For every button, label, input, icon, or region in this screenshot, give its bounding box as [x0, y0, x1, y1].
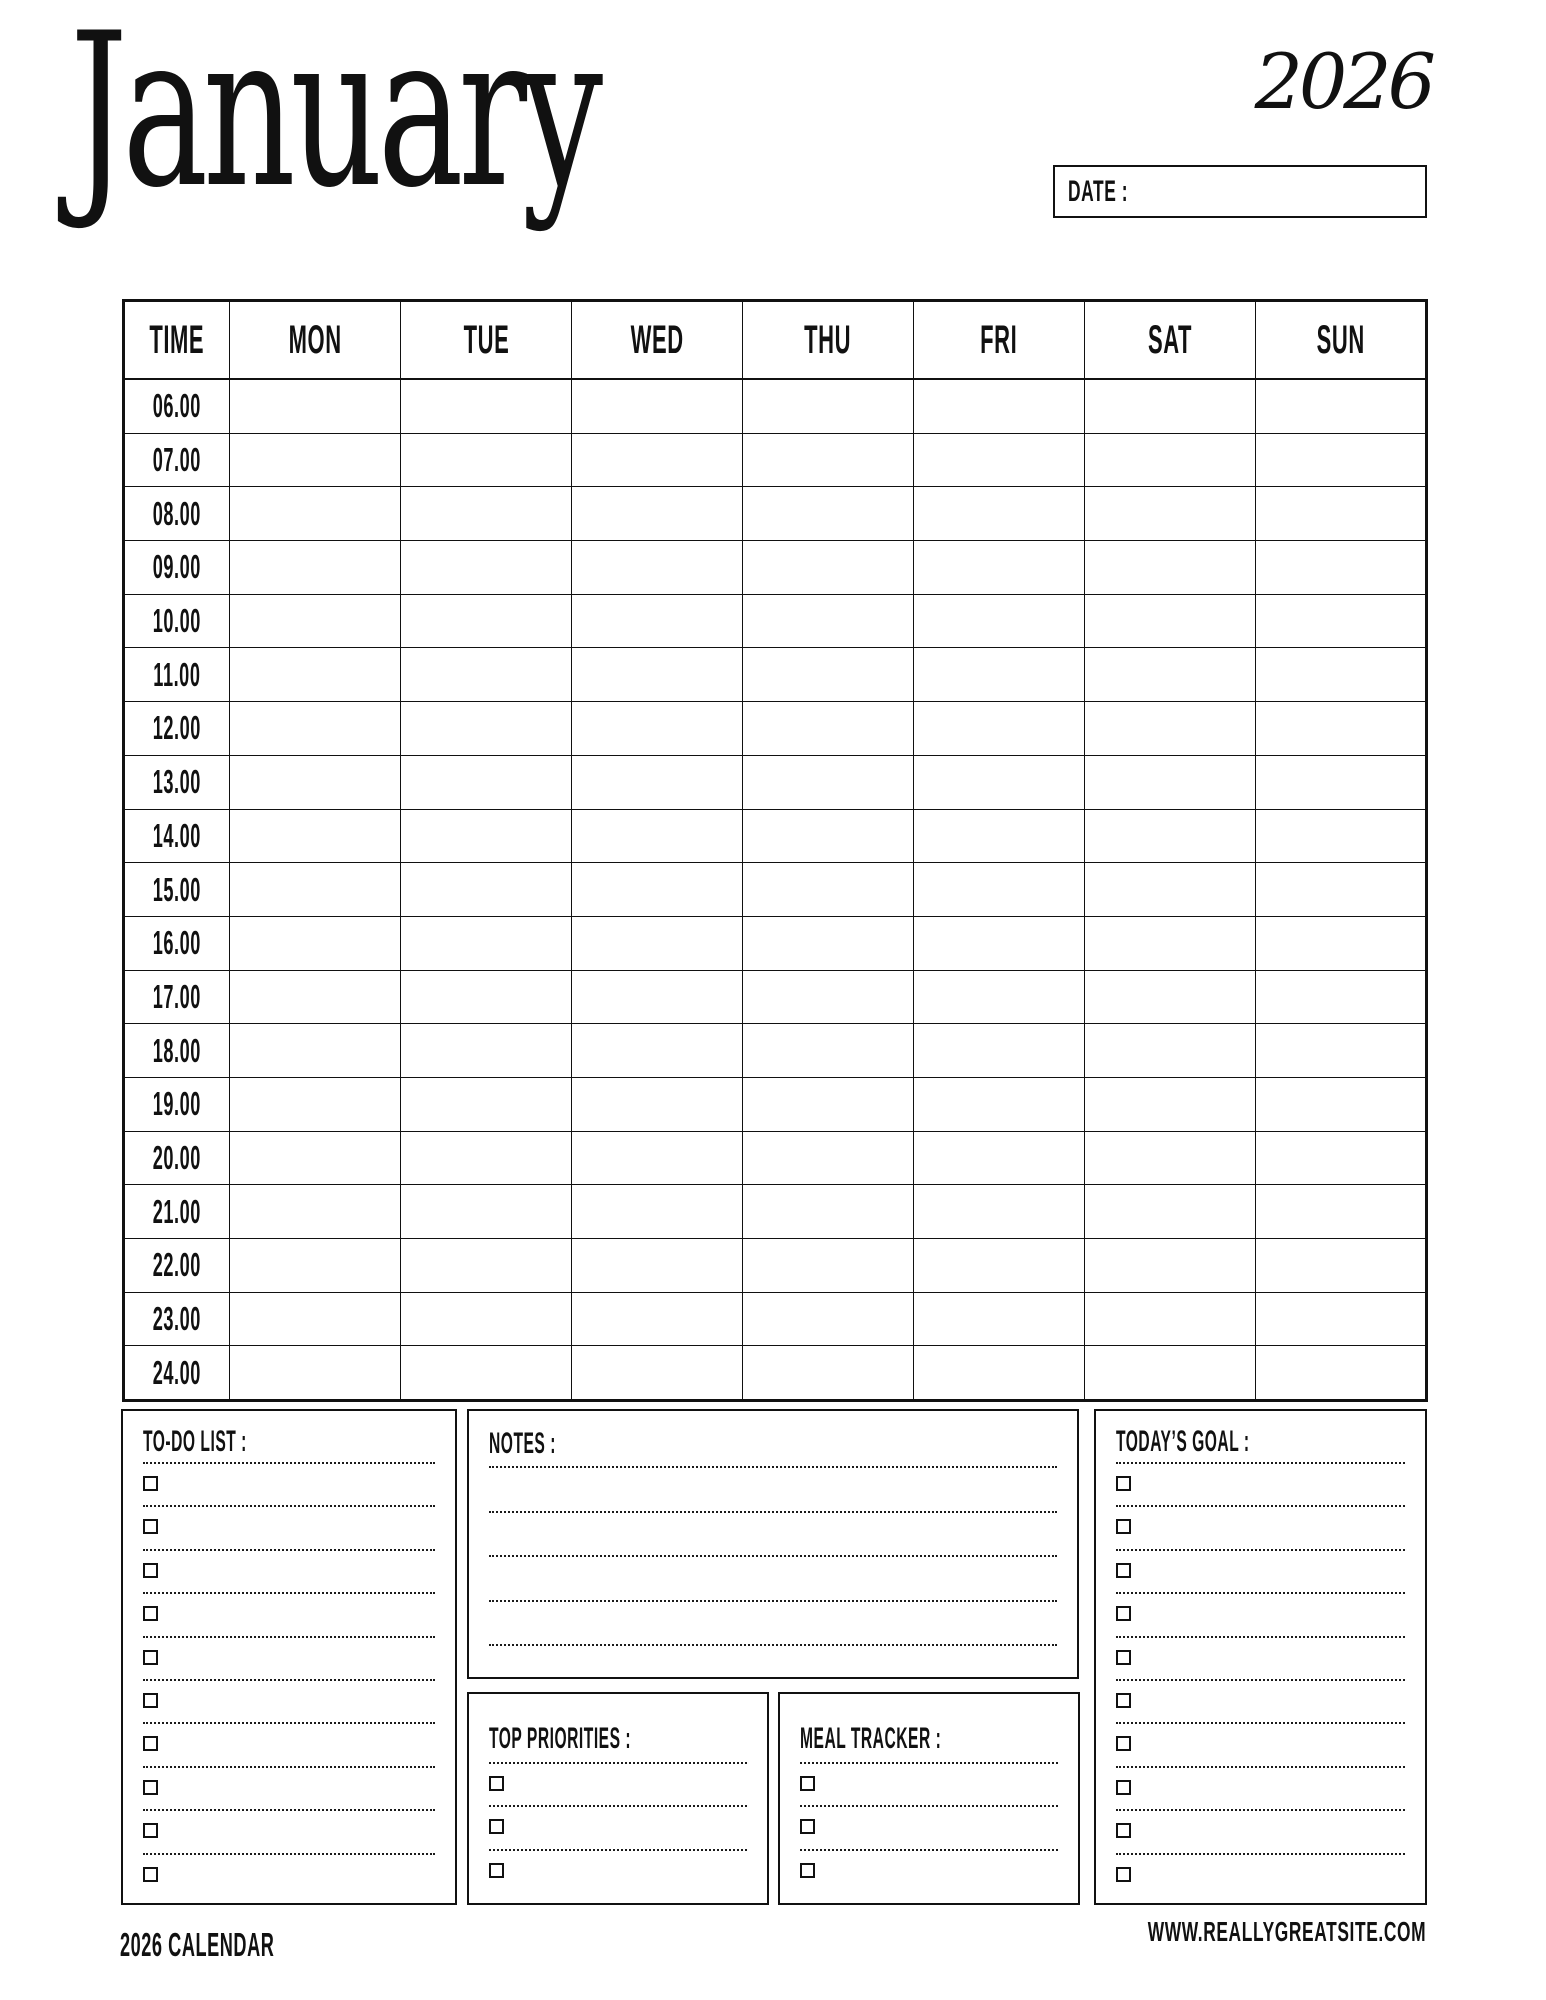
schedule-cell-sun[interactable] [1256, 433, 1427, 487]
schedule-header-cell [124, 301, 230, 380]
goal-item-row [1116, 1505, 1405, 1548]
schedule-row [124, 1346, 1427, 1401]
date-input-area[interactable] [1172, 167, 1425, 216]
schedule-cell-sat[interactable] [1085, 809, 1256, 863]
schedule-cell-wed[interactable] [572, 702, 743, 756]
schedule-cell-sat[interactable] [1085, 1185, 1256, 1239]
schedule-cell-sat[interactable] [1085, 1077, 1256, 1131]
schedule-cell-mon[interactable] [230, 1024, 401, 1078]
goal-checkbox[interactable] [1116, 1780, 1131, 1795]
schedule-cell-mon[interactable] [230, 1077, 401, 1131]
goal-checkbox[interactable] [1116, 1476, 1131, 1491]
schedule-cell-mon[interactable] [230, 1292, 401, 1346]
time-label: 18.00 [152, 1031, 202, 1069]
schedule-cell-wed[interactable] [572, 1292, 743, 1346]
schedule-cell-wed[interactable] [572, 541, 743, 595]
schedule-row [124, 433, 1427, 487]
todo-item-row [143, 1462, 435, 1505]
schedule-cell-wed[interactable] [572, 1131, 743, 1185]
schedule-cell-fri[interactable] [914, 755, 1085, 809]
goal-checkbox[interactable] [1116, 1563, 1131, 1578]
time-label: 15.00 [152, 870, 202, 908]
schedule-cell-sun[interactable] [1256, 809, 1427, 863]
goal-item-row [1116, 1722, 1405, 1765]
time-cell [124, 755, 230, 809]
schedule-cell-thu[interactable] [743, 809, 914, 863]
time-label: 24.00 [152, 1353, 202, 1391]
schedule-cell-tue[interactable] [401, 433, 572, 487]
goal-checkbox[interactable] [1116, 1693, 1131, 1708]
schedule-cell-fri[interactable] [914, 1239, 1085, 1293]
time-cell [124, 970, 230, 1024]
schedule-cell-mon[interactable] [230, 755, 401, 809]
time-cell [124, 1077, 230, 1131]
schedule-cell-thu[interactable] [743, 863, 914, 917]
schedule-row [124, 1077, 1427, 1131]
goal-item-row [1116, 1766, 1405, 1809]
notes-write-line[interactable] [489, 1511, 1057, 1556]
schedule-cell-tue[interactable] [401, 1239, 572, 1293]
priority-item-row [489, 1805, 747, 1848]
schedule-row [124, 970, 1427, 1024]
schedule-cell-fri[interactable] [914, 433, 1085, 487]
schedule-cell-sat[interactable] [1085, 970, 1256, 1024]
goal-checkbox[interactable] [1116, 1650, 1131, 1665]
schedule-cell-fri[interactable] [914, 1131, 1085, 1185]
schedule-cell-sun[interactable] [1256, 648, 1427, 702]
schedule-header-cell [1085, 301, 1256, 380]
time-label: 07.00 [152, 441, 202, 479]
time-label: 09.00 [152, 548, 202, 586]
schedule-cell-thu[interactable] [743, 541, 914, 595]
schedule-cell-sat[interactable] [1085, 379, 1256, 433]
todo-item-row [143, 1853, 435, 1896]
schedule-cell-mon[interactable] [230, 1346, 401, 1401]
schedule-header-label: THU [804, 317, 852, 362]
schedule-cell-fri[interactable] [914, 541, 1085, 595]
notes-lines [489, 1466, 1057, 1689]
schedule-cell-fri[interactable] [914, 648, 1085, 702]
schedule-cell-fri[interactable] [914, 809, 1085, 863]
meal-checkbox[interactable] [800, 1863, 815, 1878]
schedule-cell-wed[interactable] [572, 1346, 743, 1401]
schedule-cell-mon[interactable] [230, 916, 401, 970]
todo-checkbox[interactable] [143, 1823, 158, 1838]
todo-checkbox[interactable] [143, 1476, 158, 1491]
schedule-cell-tue[interactable] [401, 648, 572, 702]
todo-checkbox[interactable] [143, 1693, 158, 1708]
time-label: 14.00 [152, 816, 202, 854]
schedule-row [124, 863, 1427, 917]
schedule-cell-thu[interactable] [743, 916, 914, 970]
schedule-cell-wed[interactable] [572, 594, 743, 648]
schedule-cell-sat[interactable] [1085, 433, 1256, 487]
goal-item-row [1116, 1679, 1405, 1722]
schedule-header-label: TIME [149, 317, 205, 362]
schedule-cell-mon[interactable] [230, 809, 401, 863]
schedule-cell-tue[interactable] [401, 970, 572, 1024]
schedule-cell-tue[interactable] [401, 487, 572, 541]
todo-item-row [143, 1679, 435, 1722]
todo-item-row [143, 1505, 435, 1548]
todo-checkbox[interactable] [143, 1650, 158, 1665]
schedule-row [124, 487, 1427, 541]
priority-checkbox[interactable] [489, 1819, 504, 1834]
schedule-row [124, 1239, 1427, 1293]
schedule-cell-tue[interactable] [401, 379, 572, 433]
schedule-cell-thu[interactable] [743, 755, 914, 809]
goal-checkbox[interactable] [1116, 1823, 1131, 1838]
schedule-cell-sun[interactable] [1256, 594, 1427, 648]
schedule-header-label: FRI [980, 317, 1018, 362]
schedule-cell-thu[interactable] [743, 433, 914, 487]
todo-checkbox[interactable] [143, 1780, 158, 1795]
schedule-cell-sun[interactable] [1256, 702, 1427, 756]
time-label: 13.00 [152, 763, 202, 801]
notes-label: NOTES : [489, 1426, 556, 1460]
schedule-cell-thu[interactable] [743, 1239, 914, 1293]
footer-website-label: WWW.REALLYGREATSITE.COM [1147, 1916, 1426, 1947]
schedule-cell-wed[interactable] [572, 1185, 743, 1239]
schedule-header-label: TUE [463, 317, 509, 362]
todays-goal-box [1094, 1409, 1427, 1905]
time-label: 10.00 [152, 602, 202, 640]
schedule-cell-mon[interactable] [230, 1239, 401, 1293]
schedule-cell-thu[interactable] [743, 1024, 914, 1078]
todo-items [143, 1462, 435, 1896]
schedule-row [124, 1131, 1427, 1185]
schedule-header-cell [914, 301, 1085, 380]
time-cell [124, 1131, 230, 1185]
time-cell [124, 594, 230, 648]
schedule-cell-tue[interactable] [401, 916, 572, 970]
schedule-cell-thu[interactable] [743, 379, 914, 433]
schedule-cell-fri[interactable] [914, 379, 1085, 433]
schedule-cell-sat[interactable] [1085, 863, 1256, 917]
schedule-cell-wed[interactable] [572, 1239, 743, 1293]
schedule-cell-sun[interactable] [1256, 1292, 1427, 1346]
schedule-cell-sun[interactable] [1256, 379, 1427, 433]
schedule-cell-fri[interactable] [914, 916, 1085, 970]
goal-item-row [1116, 1853, 1405, 1896]
notes-write-line[interactable] [489, 1600, 1057, 1645]
schedule-cell-sun[interactable] [1256, 1239, 1427, 1293]
todo-item-row [143, 1549, 435, 1592]
month-title: January [70, 0, 598, 234]
todo-item-row [143, 1636, 435, 1679]
time-label: 11.00 [153, 655, 201, 693]
schedule-header-label: MON [288, 317, 342, 362]
schedule-cell-wed[interactable] [572, 916, 743, 970]
schedule-cell-fri[interactable] [914, 594, 1085, 648]
meal-tracker-header [800, 1716, 1058, 1762]
schedule-cell-mon[interactable] [230, 970, 401, 1024]
footer-calendar-label: 2026 CALENDAR [120, 1926, 275, 1963]
schedule-cell-tue[interactable] [401, 594, 572, 648]
schedule-header-cell [1256, 301, 1427, 380]
schedule-cell-thu[interactable] [743, 1077, 914, 1131]
todo-checkbox[interactable] [143, 1606, 158, 1621]
todays-goal-header [1116, 1421, 1405, 1462]
top-priorities-box [467, 1692, 769, 1905]
date-field [1053, 165, 1427, 218]
time-label: 06.00 [152, 387, 202, 425]
time-cell [124, 433, 230, 487]
schedule-cell-sat[interactable] [1085, 1346, 1256, 1401]
time-cell [124, 379, 230, 433]
schedule-cell-mon[interactable] [230, 863, 401, 917]
schedule-row [124, 809, 1427, 863]
schedule-cell-sat[interactable] [1085, 1292, 1256, 1346]
schedule-cell-mon[interactable] [230, 487, 401, 541]
weekly-schedule-table [122, 299, 1428, 1402]
schedule-cell-wed[interactable] [572, 755, 743, 809]
meal-tracker-label: MEAL TRACKER : [800, 1722, 942, 1755]
time-cell [124, 648, 230, 702]
schedule-header-label: SAT [1147, 317, 1193, 362]
time-cell [124, 1024, 230, 1078]
top-priorities-label: TOP PRIORITIES : [489, 1722, 632, 1755]
time-cell [124, 1239, 230, 1293]
schedule-cell-sat[interactable] [1085, 487, 1256, 541]
schedule-header-cell [401, 301, 572, 380]
schedule-cell-fri[interactable] [914, 1024, 1085, 1078]
top-priorities-items [489, 1762, 747, 1892]
schedule-cell-mon[interactable] [230, 379, 401, 433]
schedule-header-cell [743, 301, 914, 380]
time-label: 22.00 [152, 1246, 202, 1284]
schedule-cell-thu[interactable] [743, 487, 914, 541]
schedule-cell-sat[interactable] [1085, 916, 1256, 970]
todo-checkbox[interactable] [143, 1736, 158, 1751]
schedule-cell-mon[interactable] [230, 433, 401, 487]
schedule-cell-wed[interactable] [572, 970, 743, 1024]
todays-goal-items [1116, 1462, 1405, 1896]
schedule-cell-wed[interactable] [572, 863, 743, 917]
goal-checkbox[interactable] [1116, 1867, 1131, 1882]
schedule-cell-mon[interactable] [230, 1185, 401, 1239]
goal-checkbox[interactable] [1116, 1606, 1131, 1621]
schedule-row [124, 541, 1427, 595]
schedule-cell-sun[interactable] [1256, 1024, 1427, 1078]
todo-item-row [143, 1809, 435, 1852]
todo-checkbox[interactable] [143, 1563, 158, 1578]
time-label: 19.00 [152, 1085, 202, 1123]
schedule-cell-thu[interactable] [743, 648, 914, 702]
time-cell [124, 1292, 230, 1346]
schedule-cell-thu[interactable] [743, 1346, 914, 1401]
time-label: 17.00 [152, 977, 202, 1015]
schedule-cell-sun[interactable] [1256, 916, 1427, 970]
time-cell [124, 1185, 230, 1239]
schedule-cell-sun[interactable] [1256, 541, 1427, 595]
schedule-cell-thu[interactable] [743, 1131, 914, 1185]
schedule-cell-fri[interactable] [914, 1185, 1085, 1239]
schedule-cell-sun[interactable] [1256, 970, 1427, 1024]
schedule-cell-tue[interactable] [401, 1077, 572, 1131]
goal-checkbox[interactable] [1116, 1519, 1131, 1534]
schedule-cell-thu[interactable] [743, 1185, 914, 1239]
schedule-row [124, 648, 1427, 702]
goal-item-row [1116, 1462, 1405, 1505]
goal-item-row [1116, 1549, 1405, 1592]
meal-tracker-items [800, 1762, 1058, 1892]
schedule-cell-thu[interactable] [743, 1292, 914, 1346]
time-cell [124, 916, 230, 970]
schedule-cell-thu[interactable] [743, 702, 914, 756]
schedule-cell-fri[interactable] [914, 1346, 1085, 1401]
schedule-cell-wed[interactable] [572, 1024, 743, 1078]
schedule-cell-tue[interactable] [401, 1185, 572, 1239]
schedule-cell-tue[interactable] [401, 755, 572, 809]
schedule-cell-tue[interactable] [401, 1024, 572, 1078]
schedule-cell-sun[interactable] [1256, 863, 1427, 917]
schedule-row [124, 594, 1427, 648]
schedule-cell-tue[interactable] [401, 863, 572, 917]
meal-item-row [800, 1849, 1058, 1892]
notes-box [467, 1409, 1079, 1679]
schedule-cell-fri[interactable] [914, 970, 1085, 1024]
meal-item-row [800, 1762, 1058, 1805]
schedule-cell-tue[interactable] [401, 541, 572, 595]
schedule-row [124, 702, 1427, 756]
meal-checkbox[interactable] [800, 1819, 815, 1834]
schedule-cell-sun[interactable] [1256, 1131, 1427, 1185]
schedule-cell-sun[interactable] [1256, 1185, 1427, 1239]
goal-item-row [1116, 1592, 1405, 1635]
schedule-cell-sat[interactable] [1085, 541, 1256, 595]
goal-checkbox[interactable] [1116, 1736, 1131, 1751]
goal-item-row [1116, 1636, 1405, 1679]
todo-item-row [143, 1766, 435, 1809]
schedule-cell-wed[interactable] [572, 648, 743, 702]
todo-list-box [121, 1409, 457, 1905]
footer-website-text [977, 1916, 1426, 1948]
time-cell [124, 541, 230, 595]
schedule-cell-sun[interactable] [1256, 1077, 1427, 1131]
schedule-cell-wed[interactable] [572, 809, 743, 863]
year-label: 2026 [1254, 37, 1432, 126]
time-label: 08.00 [152, 494, 202, 532]
meal-tracker-box [778, 1692, 1080, 1905]
schedule-header-label: SUN [1316, 317, 1365, 362]
todo-item-row [143, 1722, 435, 1765]
priority-checkbox[interactable] [489, 1863, 504, 1878]
schedule-cell-mon[interactable] [230, 648, 401, 702]
schedule-cell-sat[interactable] [1085, 1131, 1256, 1185]
notes-write-line[interactable] [489, 1555, 1057, 1600]
notes-header [489, 1421, 1057, 1466]
notes-write-line[interactable] [489, 1466, 1057, 1511]
schedule-cell-tue[interactable] [401, 702, 572, 756]
schedule-row [124, 1185, 1427, 1239]
time-cell [124, 809, 230, 863]
schedule-cell-fri[interactable] [914, 863, 1085, 917]
schedule-cell-sat[interactable] [1085, 755, 1256, 809]
schedule-cell-thu[interactable] [743, 594, 914, 648]
schedule-cell-fri[interactable] [914, 1077, 1085, 1131]
date-label: DATE : [1068, 174, 1129, 208]
time-cell [124, 1346, 230, 1401]
schedule-header-row [124, 301, 1427, 380]
schedule-cell-mon[interactable] [230, 594, 401, 648]
schedule-header-label: WED [630, 317, 684, 362]
time-label: 12.00 [152, 709, 202, 747]
schedule-cell-sun[interactable] [1256, 487, 1427, 541]
schedule-body [124, 379, 1427, 1401]
todo-checkbox[interactable] [143, 1867, 158, 1882]
schedule-cell-mon[interactable] [230, 541, 401, 595]
meal-item-row [800, 1805, 1058, 1848]
todo-checkbox[interactable] [143, 1519, 158, 1534]
schedule-cell-tue[interactable] [401, 1292, 572, 1346]
meal-checkbox[interactable] [800, 1776, 815, 1791]
schedule-header-cell [230, 301, 401, 380]
todays-goal-label: TODAY’S GOAL : [1116, 1424, 1250, 1458]
todo-item-row [143, 1592, 435, 1635]
time-label: 21.00 [152, 1192, 202, 1230]
priority-item-row [489, 1762, 747, 1805]
schedule-cell-wed[interactable] [572, 379, 743, 433]
priority-item-row [489, 1849, 747, 1892]
top-priorities-header [489, 1716, 747, 1762]
schedule-cell-sat[interactable] [1085, 648, 1256, 702]
schedule-cell-sat[interactable] [1085, 1239, 1256, 1293]
schedule-cell-fri[interactable] [914, 1292, 1085, 1346]
todo-list-label: TO-DO LIST : [143, 1424, 247, 1458]
goal-item-row [1116, 1809, 1405, 1852]
schedule-cell-sat[interactable] [1085, 702, 1256, 756]
schedule-cell-wed[interactable] [572, 1077, 743, 1131]
notes-write-line[interactable] [489, 1644, 1057, 1689]
footer-calendar-text [120, 1926, 401, 1964]
schedule-cell-sun[interactable] [1256, 755, 1427, 809]
schedule-row [124, 916, 1427, 970]
todo-list-header [143, 1421, 435, 1462]
time-cell [124, 863, 230, 917]
time-cell [124, 702, 230, 756]
time-label: 16.00 [152, 924, 202, 962]
schedule-row [124, 755, 1427, 809]
schedule-cell-tue[interactable] [401, 1131, 572, 1185]
schedule-cell-tue[interactable] [401, 1346, 572, 1401]
schedule-cell-mon[interactable] [230, 702, 401, 756]
schedule-cell-sat[interactable] [1085, 594, 1256, 648]
priority-checkbox[interactable] [489, 1776, 504, 1791]
schedule-cell-fri[interactable] [914, 702, 1085, 756]
time-cell [124, 487, 230, 541]
schedule-row [124, 1024, 1427, 1078]
schedule-cell-sun[interactable] [1256, 1346, 1427, 1401]
schedule-cell-sat[interactable] [1085, 1024, 1256, 1078]
time-label: 20.00 [152, 1138, 202, 1176]
schedule-cell-mon[interactable] [230, 1131, 401, 1185]
schedule-cell-tue[interactable] [401, 809, 572, 863]
schedule-cell-wed[interactable] [572, 487, 743, 541]
schedule-row [124, 379, 1427, 433]
schedule-cell-fri[interactable] [914, 487, 1085, 541]
schedule-cell-wed[interactable] [572, 433, 743, 487]
schedule-header-cell [572, 301, 743, 380]
time-label: 23.00 [152, 1300, 202, 1338]
schedule-row [124, 1292, 1427, 1346]
schedule-cell-thu[interactable] [743, 970, 914, 1024]
